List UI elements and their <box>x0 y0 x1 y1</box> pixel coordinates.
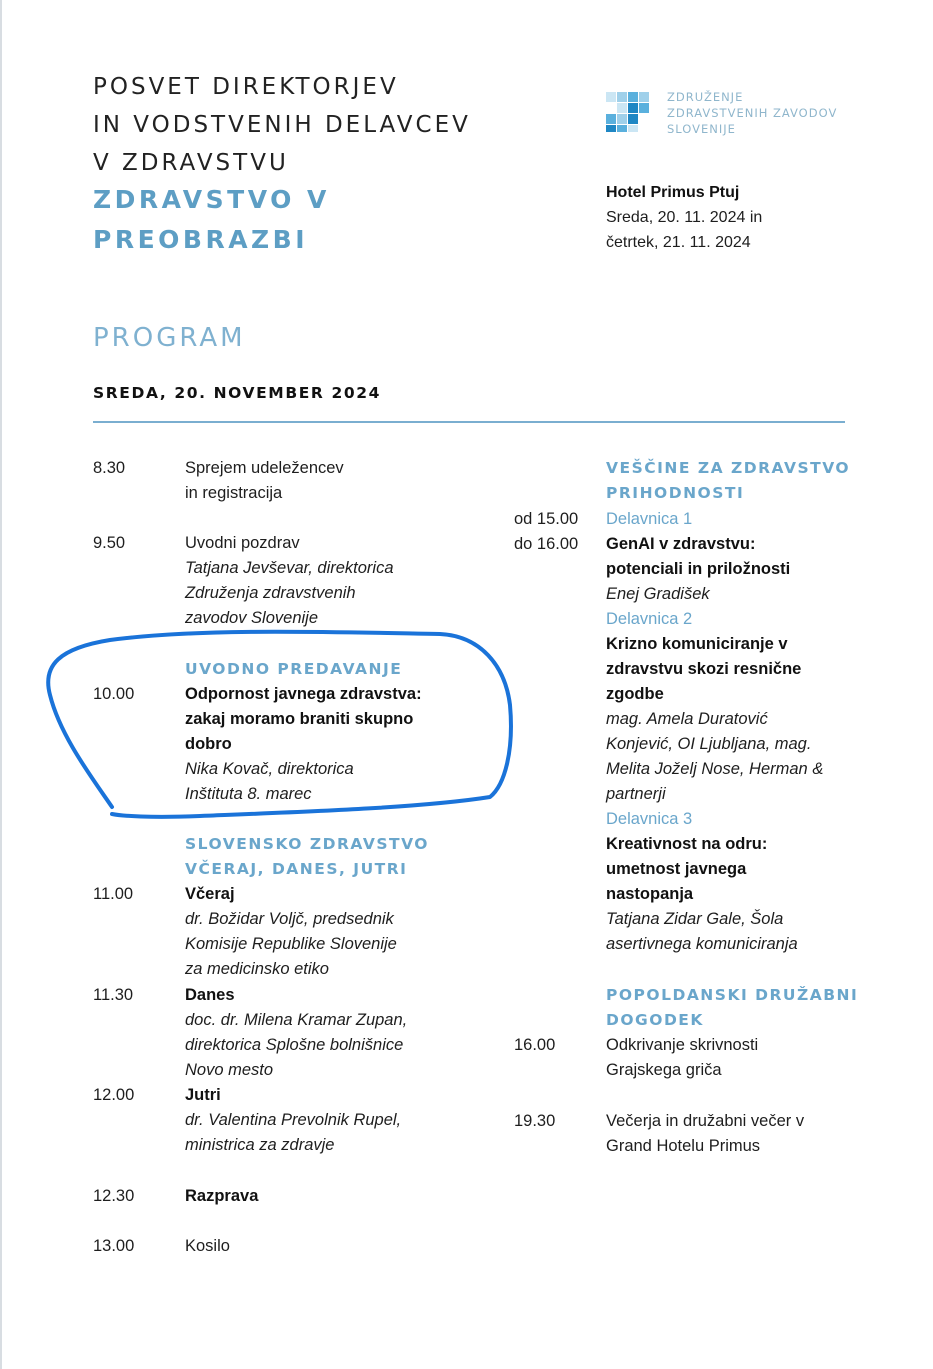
workshop-title: Krizno komuniciranje v <box>606 635 788 653</box>
section-heading-line: SLOVENSKO ZDRAVSTVO <box>185 835 429 853</box>
subtitle-line: PREOBRAZBI <box>93 225 309 254</box>
entry-speaker: Inštituta 8. marec <box>185 785 312 803</box>
entry-line: Grajskega griča <box>606 1061 722 1079</box>
workshop-title: Kreativnost na odru: <box>606 835 768 853</box>
entry-speaker: Združenja zdravstvenih <box>185 584 356 602</box>
entry-time: 16.00 <box>514 1036 556 1054</box>
workshop-speaker: Melita Joželj Nose, Herman & <box>606 760 824 778</box>
workshop-label: Delavnica 1 <box>606 510 693 528</box>
entry-speaker: direktorica Splošne bolnišnice <box>185 1036 404 1054</box>
entry-speaker: Tatjana Jevševar, direktorica <box>185 559 394 577</box>
section-heading-line: DOGODEK <box>606 1011 704 1029</box>
entry-title: dobro <box>185 735 232 753</box>
workshop-label: Delavnica 3 <box>606 810 693 828</box>
section-heading-line: POPOLDANSKI DRUŽABNI <box>606 986 859 1004</box>
workshop-time-to: do 16.00 <box>514 535 579 553</box>
title-line: IN VODSTVENIH DELAVCEV <box>93 112 471 138</box>
workshop-title: umetnost javnega <box>606 860 747 878</box>
entry-time: 8.30 <box>93 459 126 477</box>
workshop-label: Delavnica 2 <box>606 610 693 628</box>
workshop-title: potenciali in priložnosti <box>606 560 791 578</box>
entry-title: Odpornost javnega zdravstva: <box>185 685 422 703</box>
entry-time: 19.30 <box>514 1112 556 1130</box>
workshop-speaker: asertivnega komuniciranja <box>606 935 798 953</box>
section-heading: UVODNO PREDAVANJE <box>185 660 403 678</box>
entry-time: 9.50 <box>93 534 126 552</box>
entry-line: in registracija <box>185 484 283 502</box>
entry-line: Grand Hotelu Primus <box>606 1137 761 1155</box>
entry-speaker: dr. Valentina Prevolnik Rupel, <box>185 1111 402 1129</box>
entry-line: Večerja in družabni večer v <box>606 1112 805 1130</box>
logo-line: ZDRUŽENJE <box>667 90 744 104</box>
logo-line: ZDRAVSTVENIH ZAVODOV <box>667 106 838 120</box>
entry-time: 11.00 <box>93 885 134 903</box>
venue-date: Sreda, 20. 11. 2024 in <box>606 209 763 226</box>
entry-speaker: ministrica za zdravje <box>185 1136 335 1154</box>
entry-line: Sprejem udeležencev <box>185 459 344 477</box>
entry-title: Razprava <box>185 1187 259 1205</box>
entry-title: Kosilo <box>185 1237 230 1255</box>
venue-date: četrtek, 21. 11. 2024 <box>606 234 751 251</box>
section-heading-line: PRIHODNOSTI <box>606 484 745 502</box>
workshop-speaker: Konjević, OI Ljubljana, mag. <box>606 735 812 753</box>
entry-title: Včeraj <box>185 885 235 903</box>
entry-title: Uvodni pozdrav <box>185 534 300 552</box>
workshop-time-from: od 15.00 <box>514 510 579 528</box>
entry-title: Jutri <box>185 1086 221 1104</box>
entry-speaker: dr. Božidar Voljč, predsednik <box>185 910 394 928</box>
workshop-speaker: mag. Amela Duratović <box>606 710 768 728</box>
entry-title: zakaj moramo braniti skupno <box>185 710 414 728</box>
entry-line: Odkrivanje skrivnosti <box>606 1036 759 1054</box>
entry-speaker: Nika Kovač, direktorica <box>185 760 354 778</box>
day-heading: SREDA, 20. NOVEMBER 2024 <box>93 384 381 402</box>
section-heading-line: VEŠČINE ZA ZDRAVSTVO <box>606 459 851 477</box>
logo-line: SLOVENIJE <box>667 122 736 136</box>
entry-speaker: za medicinsko etiko <box>185 960 329 978</box>
workshop-speaker: Enej Gradišek <box>606 585 710 603</box>
workshop-title: zgodbe <box>606 685 664 703</box>
workshop-title: zdravstvu skozi resnične <box>606 660 802 678</box>
entry-time: 10.00 <box>93 685 135 703</box>
workshop-title: nastopanja <box>606 885 694 903</box>
entry-time: 13.00 <box>93 1237 135 1255</box>
entry-time: 12.30 <box>93 1187 135 1205</box>
workshop-speaker: partnerji <box>606 785 666 803</box>
entry-speaker: Komisije Republike Slovenije <box>185 935 397 953</box>
workshop-speaker: Tatjana Zidar Gale, Šola <box>606 910 784 928</box>
title-line: V ZDRAVSTVU <box>93 150 289 176</box>
workshop-title: GenAI v zdravstvu: <box>606 535 756 553</box>
entry-speaker: Novo mesto <box>185 1061 274 1079</box>
subtitle-line: ZDRAVSTVO V <box>93 185 330 214</box>
title-line: POSVET DIREKTORJEV <box>93 74 399 100</box>
section-heading-line: VČERAJ, DANES, JUTRI <box>185 860 408 878</box>
program-label: PROGRAM <box>93 323 246 353</box>
entry-speaker: zavodov Slovenije <box>185 609 318 627</box>
venue-name: Hotel Primus Ptuj <box>606 184 740 201</box>
entry-time: 12.00 <box>93 1086 135 1104</box>
entry-time: 11.30 <box>93 986 134 1004</box>
entry-speaker: doc. dr. Milena Kramar Zupan, <box>185 1011 408 1029</box>
entry-title: Danes <box>185 986 235 1004</box>
